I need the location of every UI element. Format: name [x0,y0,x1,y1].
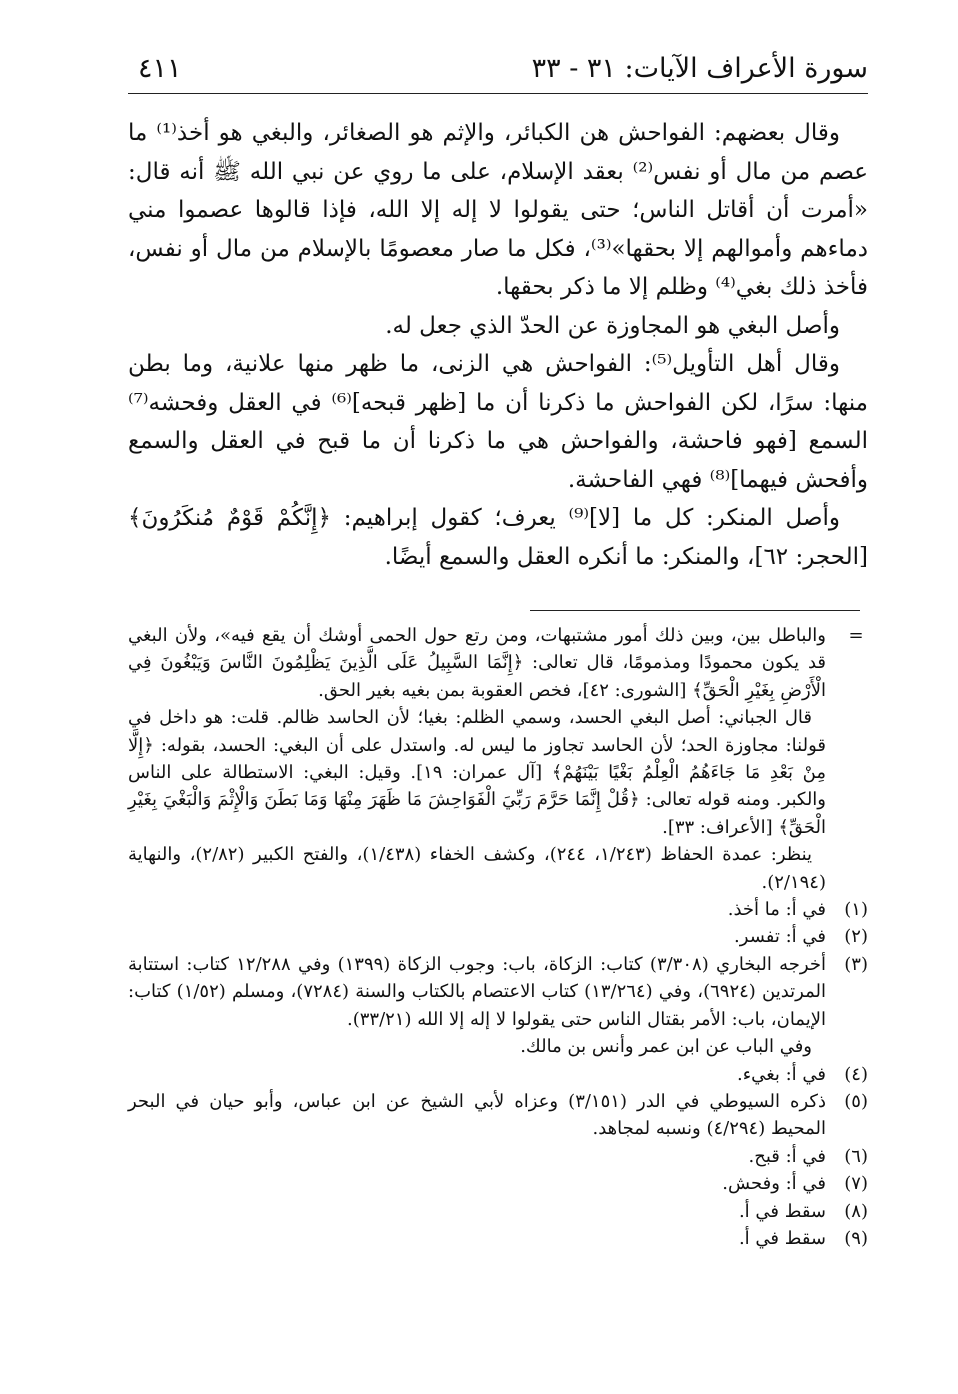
footnote-item [128,1225,868,1252]
footnote-number: (٣) [844,953,868,975]
main-text [128,114,868,576]
footnote-text: سقط في أ. [738,1227,826,1249]
footnote-continuation [128,622,868,704]
footnote-number: (٥) [844,1090,868,1112]
footnote-text: في أ: تفسر. [734,926,826,948]
footnotes [128,622,868,1252]
footnote-sub-paragraph: ينظر: عمدة الحفاظ (١/٢٤٣، ٢٤٤)، وكشف الخفاء (١/٤٣٨)، والفتح الكبير (٢/٨٢)، والنهاية (٢/١٩٤). [128,844,826,893]
page-number: ٤١١ [138,53,182,84]
footnote-number: (٢) [844,926,868,948]
footnote-text: أخرجه البخاري (٣/٣٠٨) كتاب: الزكاة، باب: وجوب الزكاة (١٣٩٩) وفي ١٢/٢٨٨ كتاب: استتابة المرتدين (٦٩٢٤)، وفي (١٣/٢٦٤) كتاب الاعتصام بالكتاب والسنة (٧٢٨٤)، ومسلم (١/٥٢) كتاب: الإيمان، باب: الأمر بقتال الناس حتى يقولوا لا إله إلا الله (٣٣/٢١). [128,953,826,1030]
footnote-sub-paragraph: قال الجباني: أصل البغي الحسد، وسمي الظلم: بغيا؛ لأن الحاسد ظالم. قلت: هو داخل في قولنا: مجاوزة الحد؛ لأن الحاسد تجاوز ما ليس له. واستدل على أن البغي: الحسد، بقوله: ﴿إِلَّا مِنْ بَعْدِ مَا جَاءَهُمُ الْعِلْمُ بَغْيًا بَيْنَهُمْ﴾ [آل عمران: ١٩]. وقيل: البغي: الاستطالة على الناس والكبر. ومنه قوله تعالى: ﴿قُلْ إِنَّمَا حَرَّمَ رَبِّيَ الْفَوَاحِشَ مَا ظَهَرَ مِنْهَا وَمَا بَطَنَ وَالْإِثْمَ وَالْبَغْيَ بِغَيْرِ الْحَقِّ﴾ [الأعراف: ٣٣]. [128,707,827,838]
main-paragraph-2: وأصل البغي هو المجاوزة عن الحدّ الذي جعل له. [385,312,840,339]
footnote-text: ذكره السيوطي في الدر (٣/١٥١) وعزاه لأبي الشيخ عن ابن عباس، وأبو حيان في البحر المحيط (٤/٢٩٤) ونسبه لمجاهد. [128,1090,826,1140]
footnote-item [128,1170,868,1197]
main-paragraph-4: وأصل المنكر: كل ما [لا]⁽⁹⁾ يعرف؛ كقول إبراهيم: ﴿إِنَّكُمْ قَوْمٌ مُنكَرُونَ﴾ [الحجر: ٦٢]، والمنكر: ما أنكره العقل والسمع أيضًا. [128,505,868,570]
footnote-text: سقط في أ. [738,1200,826,1222]
footnote-item [128,1061,868,1088]
footnote-number: (١) [844,899,868,921]
footnote-number: (٤) [844,1063,868,1085]
main-paragraph-3: وقال أهل التأويل⁽⁵⁾: الفواحش هي الزنى، ما ظهر منها علانية، وما بطن منها: سرًا، لكن الفواحش ما ذكرنا أن ما [ظهر قبحه]⁽⁶⁾ في العقل وفحشه⁽⁷⁾ السمع [فهو فاحشة، والفواحش هي ما ذكرنا أن ما قبح في العقل والسمع وأفحش فيهما]⁽⁸⁾ فهي الفاحشة. [128,351,868,493]
footnote-divider [530,610,860,611]
footnote-text: وفي الباب عن ابن عمر وأنس بن مالك. [520,1036,812,1058]
footnote-number: (٧) [844,1173,868,1195]
footnote-text: في أ: ما أخذ. [727,899,826,921]
footnote-item [128,1198,868,1225]
footnote-item [128,1088,868,1143]
footnote-item [128,896,868,923]
header-rule [128,93,868,94]
footnote-text: في أ: وفحش. [722,1173,826,1195]
continuation-mark: = [848,625,864,646]
footnote-text: في أ: بغيء. [737,1063,826,1085]
page-header [128,48,868,88]
footnote-number: (٩) [844,1227,868,1249]
footnote-item [128,923,868,950]
footnote-text: في أ: قبح. [748,1145,826,1167]
footnote-number: (٦) [844,1145,868,1167]
continuation-text: والباطل بين، وبين ذلك أمور مشتبهات، ومن رتع حول الحمى أوشك أن يقع فيه»، ولأن البغي قد يكون محمودًا ومذمومًا، قال تعالى: ﴿إِنَّمَا السَّبِيلُ عَلَى الَّذِينَ يَظْلِمُونَ النَّاسَ وَيَبْغُونَ فِي الْأَرْضِ بِغَيْرِ الْحَقِّ﴾ [الشورى: ٤٢]، فخص العقوبة بمن بغيه بغير الحق. [128,625,826,701]
running-title: سورة الأعراف الآيات: ٣١ - ٣٣ [531,53,868,84]
main-paragraph-1: وقال بعضهم: الفواحش هن الكبائر، والإثم هو الصغائر، والبغي هو أخذ⁽¹⁾ ما عصم من مال أو نفس⁽²⁾ بعقد الإسلام، على ما روي عن نبي الله ﷺ أنه قال: «أمرت أن أقاتل الناس؛ حتى يقولوا لا إله إلا الله، فإذا قالوها عصموا مني دماءهم وأموالهم إلا بحقها»⁽³⁾، فكل ما صار معصومًا بالإسلام من مال أو نفس، فأخذ ذلك بغي⁽⁴⁾ وظلم إلا ما ذكر بحقها. [128,120,869,300]
footnote-item [128,1143,868,1170]
footnote-number: (٨) [844,1200,868,1222]
footnote-item [128,951,868,1033]
